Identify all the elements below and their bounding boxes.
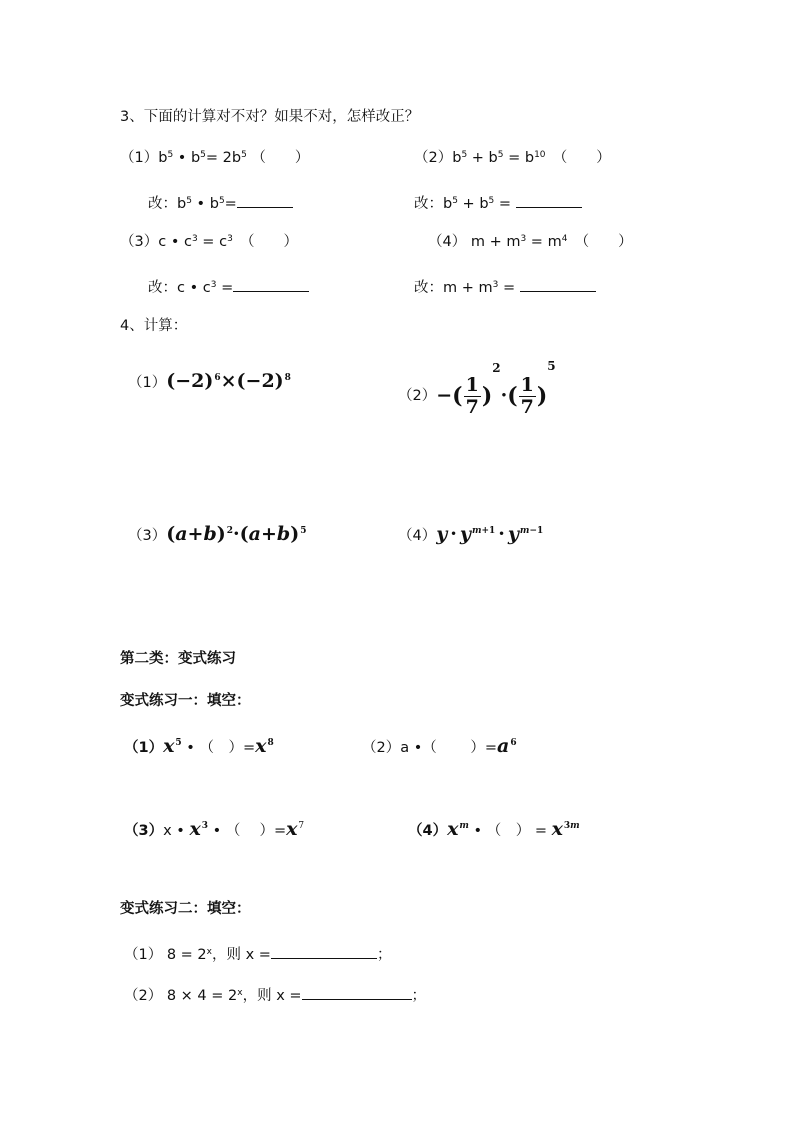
problem-4-4: $(4)y \cdot y^{m+1} \cdot y^{m-1}$ [398,523,544,545]
fill-parens[interactable]: • （ ）= [181,740,256,756]
answer-blank[interactable] [520,277,596,292]
correction-3-3: 改：c • $c^3$ = [148,277,309,295]
variant-1-heading: 变式练习一：填空： [120,693,251,709]
section4-heading: 4、计算： [120,318,188,334]
fill-parens[interactable]: • （ ） = [468,823,552,839]
correction-3-1: 改：$b^5$ • $b^5=$ [148,193,293,211]
problem-label: （4） [428,234,467,250]
problem-label: （3） [128,528,167,544]
problem-3-2: $(2)b^5 + b^5 = b^{10}$ （ ） [414,150,611,166]
fraction: $\frac{1}{7}$ [520,373,534,418]
answer-blank[interactable] [516,193,582,208]
problem-3-1: $(1)b^5$ • $b^5= 2b^5$ （ ） [120,150,310,166]
problem-label: （2） [398,387,437,404]
problem-4-1: $(1)(-2)^6\times(-2)^8$ [128,370,291,392]
problem-3-3: （3）c • $c^3 = c^3$ （ ） [120,234,299,250]
variant-1-q4: $(4)x^m$ • （ ） = $x^{3m}$ [408,818,580,840]
answer-parens[interactable]: （ ） [246,150,310,166]
problem-label: （1） [128,374,167,391]
variant-1-q3: （3）x • $x^3$ • （ ）$=x^7$ [124,818,305,840]
problem-label: （2） [124,987,163,1004]
variant-2-heading: 变式练习二：填空： [120,901,251,917]
answer-blank[interactable] [237,193,293,208]
problem-4-3: $(3)(a+b)^2\cdot(a+b)^5$ [128,523,307,545]
section3-heading: 3、下面的计算对不对？如果不对，怎样改正？ [120,109,420,125]
problem-4-2: （2）−( $\frac{1}{7}$ )$^2$·( $\frac{1}{7}$ )$^5$ [398,359,556,418]
answer-parens[interactable]: （ ） [567,234,633,250]
answer-parens[interactable]: （ ） [545,150,611,166]
problem-label: （1） [124,740,164,756]
answer-blank[interactable] [271,944,377,959]
variant-2-q2: （2） $8 \times 4 = 2^x$，则 x = ； [124,985,426,1003]
problem-3-4: （4） $m + m^3 = m^4$ （ ） [428,234,633,250]
problem-label: （1） [120,150,159,166]
problem-label: （3） [124,823,164,839]
variants-heading: 第二类：变式练习 [120,651,236,667]
problem-label: （4） [398,528,437,544]
problem-label: （1） [124,946,163,963]
answer-blank[interactable] [233,277,309,292]
problem-label: （2） [362,740,401,756]
problem-label: （2） [414,150,453,166]
problem-label: （3） [120,234,159,250]
variant-1-q2: （2）a •（ ）$=a^6$ [362,735,517,757]
answer-blank[interactable] [302,985,412,1000]
correction-3-4: 改：$m + m^3$ = [414,277,596,295]
fill-parens[interactable]: • （ ）= [208,823,287,839]
answer-parens[interactable]: （ ） [232,234,299,250]
fill-parens[interactable]: •（ ）= [409,740,498,756]
variant-1-q1: $(1)x^5$ • （ ）$=x^8$ [124,735,274,757]
variant-2-q1: （1） $8 = 2^x$，则 x = ； [124,944,391,962]
correction-3-2: 改：$b^5 + b^5$ = [414,193,582,211]
problem-label: （4） [408,823,448,839]
fraction: $\frac{1}{7}$ [465,373,479,418]
